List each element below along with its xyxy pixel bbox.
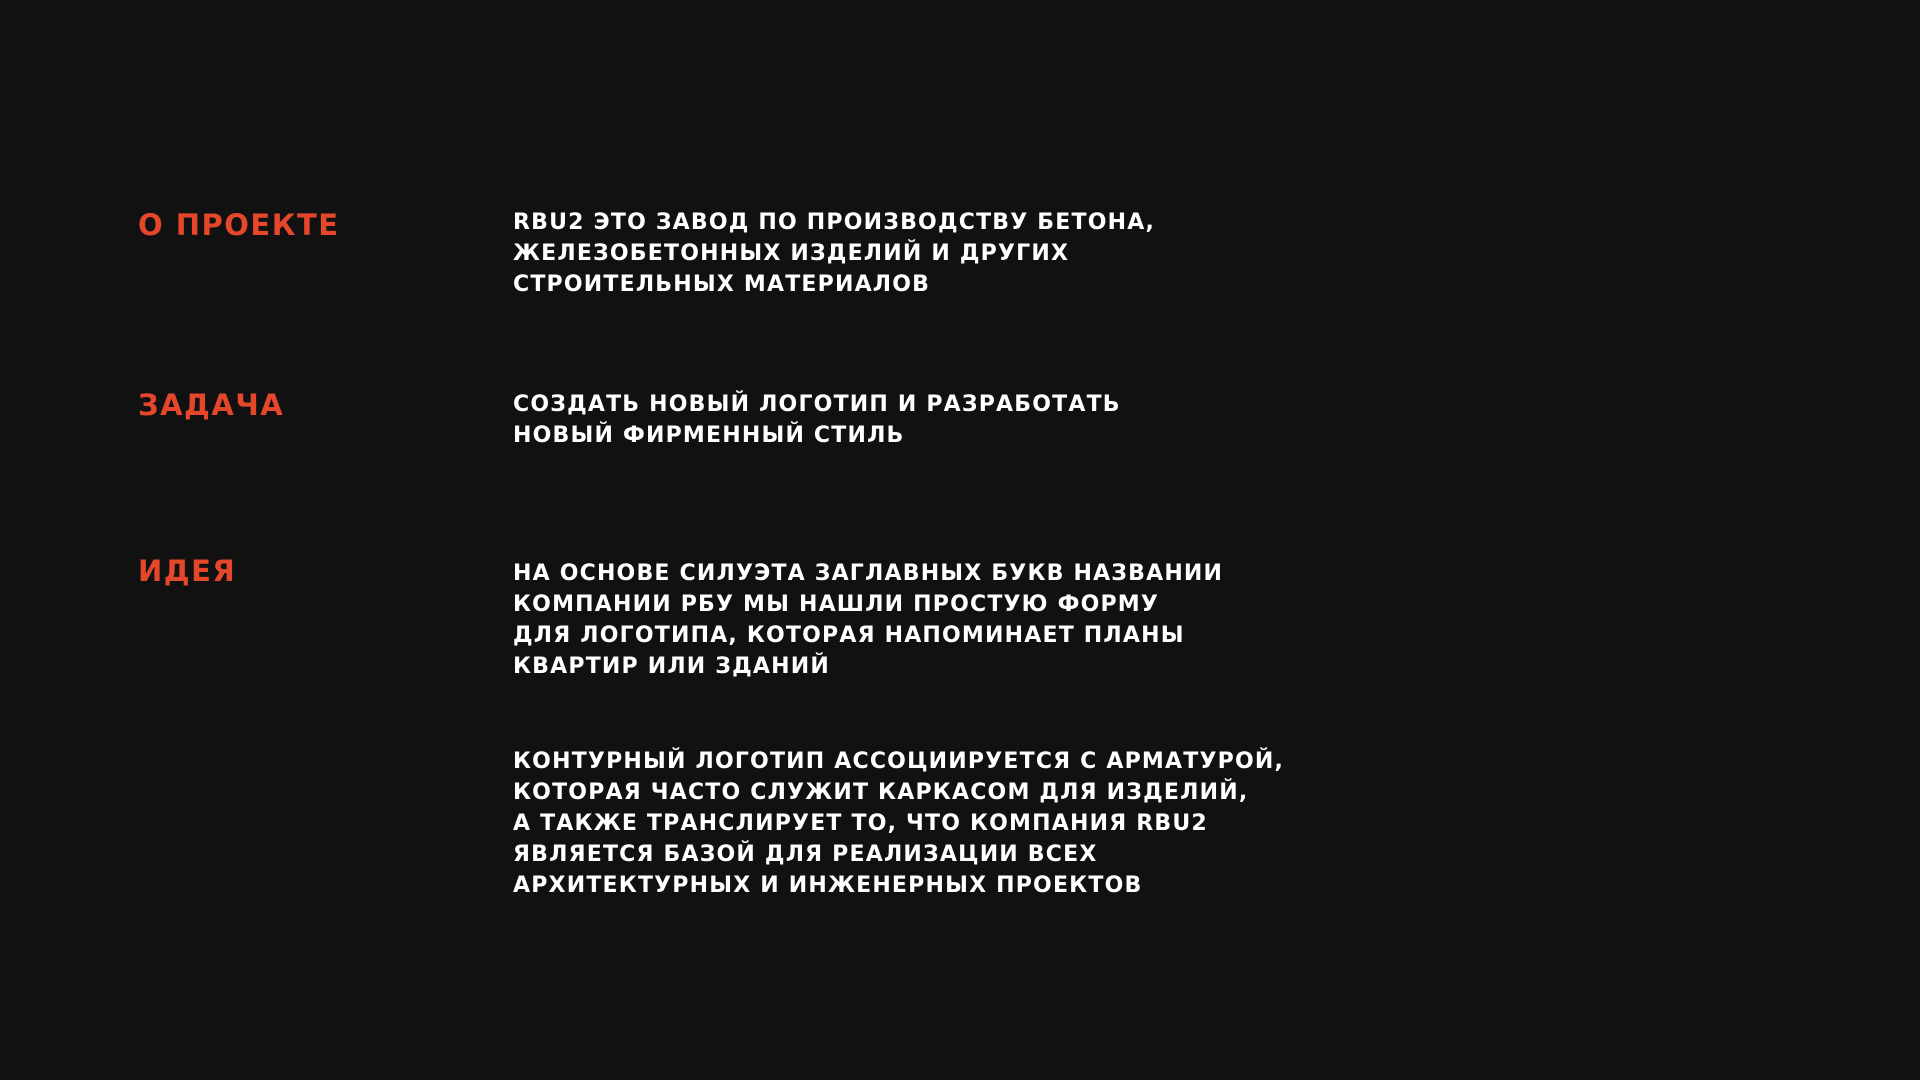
section-body-idea xyxy=(513,558,1513,901)
section-body-task xyxy=(513,389,1513,451)
paragraph xyxy=(513,389,1513,451)
section-title-idea: ИДЕЯ xyxy=(138,554,237,588)
text-line: КОМПАНИИ РБУ МЫ НАШЛИ ПРОСТУЮ ФОРМУ xyxy=(513,592,1160,617)
paragraph xyxy=(513,207,1513,300)
section-title-task: ЗАДАЧА xyxy=(138,388,285,422)
text-line: КОТОРАЯ ЧАСТО СЛУЖИТ КАРКАСОМ ДЛЯ ИЗДЕЛИЙ, xyxy=(513,780,1249,805)
paragraph xyxy=(513,746,1513,901)
paragraph xyxy=(513,558,1513,682)
text-line: ЯВЛЯЕТСЯ БАЗОЙ ДЛЯ РЕАЛИЗАЦИИ ВСЕХ xyxy=(513,842,1098,867)
text-line: НОВЫЙ ФИРМЕННЫЙ СТИЛЬ xyxy=(513,423,905,448)
text-line: НА ОСНОВЕ СИЛУЭТА ЗАГЛАВНЫХ БУКВ НАЗВАНИИ xyxy=(513,561,1224,586)
text-line: ЖЕЛЕЗОБЕТОННЫХ ИЗДЕЛИЙ И ДРУГИХ xyxy=(513,241,1070,266)
text-line: КОНТУРНЫЙ ЛОГОТИП АССОЦИИРУЕТСЯ С АРМАТУРОЙ, xyxy=(513,749,1285,774)
text-line: RBU2 ЭТО ЗАВОД ПО ПРОИЗВОДСТВУ БЕТОНА, xyxy=(513,210,1155,235)
section-title-about: О ПРОЕКТЕ xyxy=(138,208,340,242)
text-line: СОЗДАТЬ НОВЫЙ ЛОГОТИП И РАЗРАБОТАТЬ xyxy=(513,392,1121,417)
text-line: КВАРТИР ИЛИ ЗДАНИЙ xyxy=(513,654,830,679)
text-line: А ТАКЖЕ ТРАНСЛИРУЕТ ТО, ЧТО КОМПАНИЯ RBU2 xyxy=(513,811,1208,836)
text-line: ДЛЯ ЛОГОТИПА, КОТОРАЯ НАПОМИНАЕТ ПЛАНЫ xyxy=(513,623,1185,648)
text-line: АРХИТЕКТУРНЫХ И ИНЖЕНЕРНЫХ ПРОЕКТОВ xyxy=(513,873,1143,898)
text-line: СТРОИТЕЛЬНЫХ МАТЕРИАЛОВ xyxy=(513,272,931,297)
section-body-about xyxy=(513,207,1513,300)
